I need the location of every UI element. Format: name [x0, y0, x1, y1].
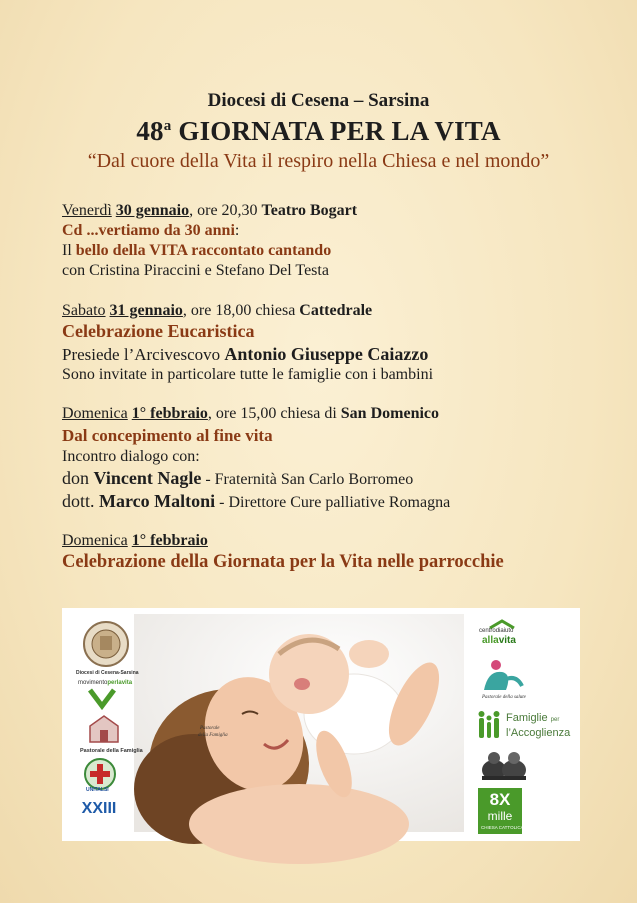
event-3-place: San Domenico [340, 405, 440, 422]
otto-per-mille-logo [478, 788, 522, 834]
event-1-line3-prefix: Il [62, 242, 76, 259]
event-3-line3: Incontro dialogo con: [62, 448, 200, 465]
event-4-heading [62, 532, 208, 550]
mpv-a: movimento [78, 680, 108, 686]
cav-c: aiuto [500, 628, 514, 634]
centro-aiuto-vita-logo [476, 616, 528, 652]
photo-illustration [134, 614, 464, 832]
speaker-2-title: dott. [62, 491, 100, 511]
event-1-line2 [62, 222, 239, 240]
event-2-line3 [62, 344, 428, 365]
mpv-label [78, 680, 132, 686]
event-2-day: Sabato [62, 302, 106, 319]
event-1-day: Venerdì [62, 202, 112, 219]
event-2-celebrant: Antonio Giuseppe Caiazzo [224, 344, 429, 364]
movimento-per-la-vita-logo [76, 678, 133, 710]
speaker-1-role: - Fraternità San Carlo Borromeo [201, 471, 414, 488]
motto: “Dal cuore della Vita il respiro nella Chiesa e nel mondo” [87, 150, 550, 172]
cav-a: centro [479, 628, 496, 634]
speaker-1-title: don [62, 468, 94, 488]
papa-giovanni-xxiii-logo [70, 796, 128, 834]
event-2-line3-prefix: Presiede l’Arcivescovo [62, 345, 225, 364]
event-2-time: , ore 18,00 chiesa [182, 302, 296, 319]
photo-caption-a: Pastorale [200, 726, 220, 731]
event-2-line4: Sono invitate in particolare tutte le famiglie con i bambini [62, 366, 434, 383]
pastorale-salute-label: Pastorale della salute [482, 695, 526, 700]
event-1-subtitle: Cd ...vertiamo da 30 anni [62, 222, 235, 239]
page-title [0, 116, 637, 147]
event-1-place: Teatro Bogart [261, 202, 358, 219]
cav-b: di [495, 628, 501, 634]
event-2-heading [62, 302, 372, 320]
famiglie-line1 [506, 712, 559, 724]
pastorale-famiglia-logo [84, 712, 124, 750]
event-1-heading [62, 202, 357, 220]
event-2-date: 31 gennaio [109, 302, 183, 319]
event-3-day: Domenica [62, 405, 128, 422]
xxiii-label: XXIII [81, 800, 117, 817]
event-2-subtitle: Celebrazione Eucaristica [62, 321, 255, 341]
chiesa-cattolica-label: CHIESA CATTOLICA [481, 825, 524, 830]
cav-line2 [482, 635, 516, 646]
famiglie-a: Famiglie [506, 712, 548, 724]
mpv-d: vita [121, 680, 133, 686]
photo-caption-b: della Famiglia [198, 733, 228, 738]
event-1-line4: con Cristina Piraccini e Stefano Del Testa [62, 262, 329, 279]
pastorale-famiglia-label: Pastorale della Famiglia [80, 748, 143, 754]
famiglie-accoglienza-logo [476, 708, 572, 744]
coppie-logo [476, 748, 532, 782]
mpv-c: la [116, 680, 122, 686]
event-3-heading [62, 405, 439, 423]
diocese-name: Diocesi di Cesena – Sarsina [207, 90, 430, 111]
event-3-time: , ore 15,00 chiesa di [207, 405, 337, 422]
event-1-time: , ore 20,30 [189, 202, 258, 219]
unitalsi-label: UNITALSI [86, 787, 109, 793]
church-icon [84, 712, 124, 744]
crest-icon [78, 620, 134, 668]
famiglie-line2: l’Accoglienza [506, 727, 571, 739]
event-4-subtitle: Celebrazione della Giornata per la Vita nelle parrocchie [62, 552, 504, 572]
unitalsi-logo [78, 758, 122, 794]
mpv-b: per [107, 680, 117, 686]
pastorale-salute-logo [478, 656, 528, 702]
event-1-line3 [62, 242, 331, 260]
event-3-speaker-1 [62, 468, 413, 489]
diocesi-crest-logo [78, 620, 134, 668]
otto-label: 8X [489, 790, 511, 809]
title-text: GIORNATA PER LA VITA [171, 116, 501, 146]
speaker-2-name: Marco Maltoni [99, 491, 216, 511]
speaker-1-name: Vincent Nagle [93, 468, 202, 488]
event-1-date: 30 gennaio [115, 202, 190, 219]
title-ordinal: a [163, 118, 172, 134]
cav-d: alla [482, 635, 499, 646]
cav-line1 [479, 628, 513, 634]
event-1-line3-bold: bello della VITA raccontato cantando [75, 242, 332, 259]
diocesi-logo-label: Diocesi di Cesena-Sarsina [76, 670, 139, 676]
mother-baby-photo [134, 614, 464, 832]
title-number: 48 [136, 116, 164, 146]
cav-e: vita [498, 635, 516, 646]
event-1-colon: : [234, 222, 240, 239]
event-2-place: Cattedrale [299, 302, 373, 319]
couple-illustration-icon [476, 748, 532, 782]
event-4-day: Domenica [62, 532, 128, 549]
mille-label: mille [487, 809, 513, 823]
famiglie-figures-icon [476, 708, 502, 742]
speaker-2-role: - Direttore Cure palliative Romagna [215, 494, 451, 511]
event-3-subtitle: Dal concepimento al fine vita [62, 426, 273, 445]
event-3-speaker-2 [62, 491, 450, 512]
pastorale-salute-icon [478, 656, 528, 694]
event-4-date: 1° febbraio [131, 532, 208, 549]
famiglie-b: per [550, 717, 560, 723]
event-3-date: 1° febbraio [131, 405, 208, 422]
